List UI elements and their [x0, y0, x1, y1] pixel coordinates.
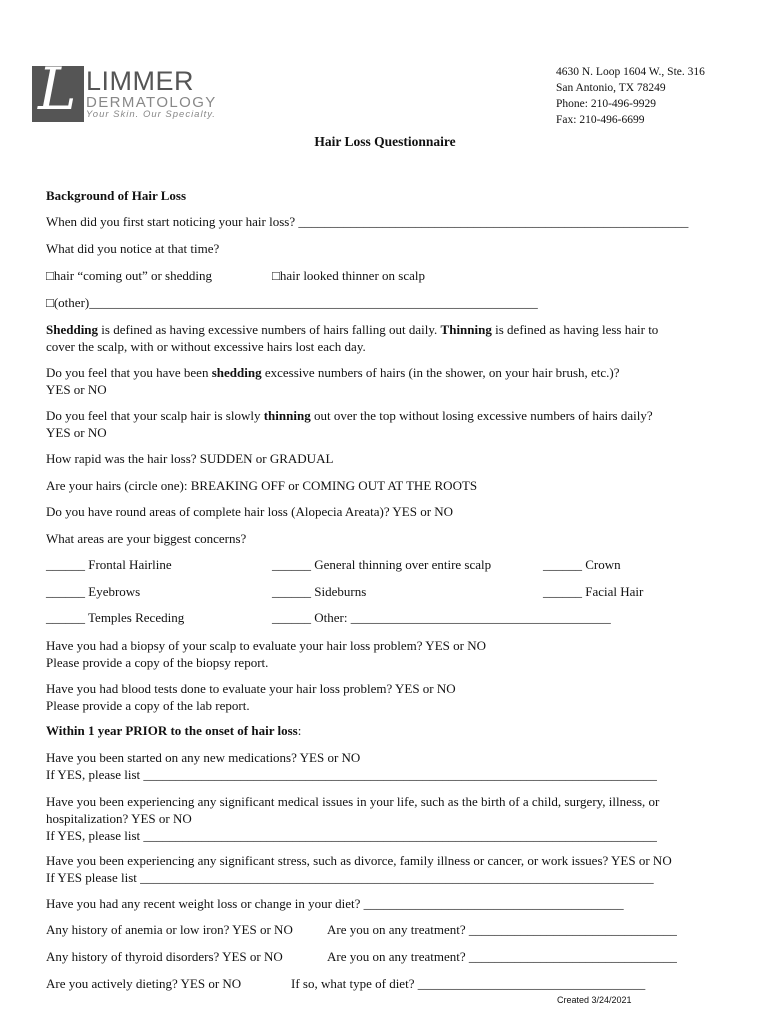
concern-crown[interactable]: ______ Crown — [543, 557, 621, 572]
definitions-paragraph — [46, 321, 726, 355]
yes-no-answer[interactable]: YES or NO — [46, 425, 107, 440]
def-shedding-text: is defined as having excessive numbers of hairs falling out daily. — [98, 322, 441, 337]
term-thinning: Thinning — [440, 322, 492, 337]
question-medical-issues — [46, 793, 726, 844]
q-medical-line-1: Have you been experiencing any significant medical issues in your life, such as the birth of a child, surgery, illness, or — [46, 794, 660, 809]
concern-temples[interactable]: ______ Temples Receding — [46, 610, 185, 625]
checkbox-other[interactable]: □(other)_____________________________________________________________________ — [46, 295, 538, 310]
question-notice-time: What did you notice at that time? — [46, 241, 220, 256]
concern-sideburns[interactable]: ______ Sideburns — [272, 584, 367, 599]
term-shedding: Shedding — [46, 322, 99, 337]
q-blood-note: Please provide a copy of the lab report. — [46, 698, 250, 713]
question-rapid[interactable]: How rapid was the hair loss? SUDDEN or GRADUAL — [46, 451, 334, 466]
question-anemia-treatment[interactable]: Are you on any treatment? ________________________________ — [327, 922, 677, 937]
q-blood-text[interactable]: Have you had blood tests done to evaluate your hair loss problem? YES or NO — [46, 681, 456, 696]
section-heading-colon: : — [297, 723, 302, 738]
q-emphasis: shedding — [211, 365, 262, 380]
limmer-logo — [32, 55, 222, 126]
question-thyroid-treatment[interactable]: Are you on any treatment? ________________________________ — [327, 949, 677, 964]
q-text: Do you feel that your scalp hair is slowly — [46, 408, 264, 423]
section-heading-background: Background of Hair Loss — [46, 188, 187, 203]
q-text: out over the top without losing excessive numbers of hairs daily? — [310, 408, 653, 423]
phone: Phone: 210-496-9929 — [556, 98, 656, 110]
logo-mark — [32, 55, 84, 123]
yes-no-answer[interactable]: YES or NO — [46, 382, 107, 397]
q-text: excessive numbers of hairs (in the shower, on your hair brush, etc.)? — [261, 365, 620, 380]
concern-eyebrows[interactable]: ______ Eyebrows — [46, 584, 141, 599]
address-line: 4630 N. Loop 1604 W., Ste. 316 — [556, 66, 705, 78]
fax: Fax: 210-496-6699 — [556, 114, 645, 126]
section-heading-text: Within 1 year PRIOR to the onset of hair loss — [46, 723, 298, 738]
question-thinning — [46, 407, 726, 441]
q-emphasis: thinning — [263, 408, 311, 423]
if-yes-list[interactable]: If YES please list _______________________________________________________________________________ — [46, 870, 654, 885]
q-text: Do you feel that you have been — [46, 365, 212, 380]
logo-subtitle: DERMATOLOGY — [86, 94, 217, 111]
logo-letter: L — [38, 55, 77, 123]
q-medical-line-2[interactable]: hospitalization? YES or NO — [46, 811, 192, 826]
question-blood — [46, 680, 726, 714]
checkbox-shedding[interactable]: □hair “coming out” or shedding — [46, 268, 212, 283]
question-weight[interactable]: Have you had any recent weight loss or change in your diet? ________________________________________ — [46, 896, 624, 911]
logo-tagline: Your Skin. Our Specialty. — [86, 109, 216, 120]
concern-general-thinning[interactable]: ______ General thinning over entire scalp — [272, 557, 492, 572]
q-stress-text[interactable]: Have you been experiencing any significant stress, such as divorce, family illness or cancer, or work issues? YES or NO — [46, 853, 672, 868]
concern-other[interactable]: ______ Other: ________________________________________ — [272, 610, 611, 625]
concern-facial-hair[interactable]: ______ Facial Hair — [543, 584, 644, 599]
checkbox-thinner[interactable]: □hair looked thinner on scalp — [272, 268, 425, 283]
question-stress — [46, 852, 726, 886]
question-shedding — [46, 364, 726, 398]
question-round-areas[interactable]: Do you have round areas of complete hair loss (Alopecia Areata)? YES or NO — [46, 504, 454, 519]
page-title: Hair Loss Questionnaire — [314, 134, 456, 149]
if-yes-list[interactable]: If YES, please list _______________________________________________________________________________ — [46, 767, 657, 782]
clinic-address — [556, 64, 705, 128]
q-meds-text[interactable]: Have you been started on any new medications? YES or NO — [46, 750, 361, 765]
def-thinning-text: is defined as having less hair to — [491, 322, 659, 337]
question-breaking[interactable]: Are your hairs (circle one): BREAKING OFF or COMING OUT AT THE ROOTS — [46, 478, 478, 493]
q-biopsy-note: Please provide a copy of the biopsy report. — [46, 655, 269, 670]
question-dieting[interactable]: Are you actively dieting? YES or NO — [46, 976, 242, 991]
created-date: Created 3/24/2021 — [557, 995, 632, 1005]
concern-frontal[interactable]: ______ Frontal Hairline — [46, 557, 172, 572]
q-biopsy-text[interactable]: Have you had a biopsy of your scalp to evaluate your hair loss problem? YES or NO — [46, 638, 486, 653]
question-concerns: What areas are your biggest concerns? — [46, 531, 247, 546]
question-anemia[interactable]: Any history of anemia or low iron? YES or NO — [46, 922, 293, 937]
question-diet-type[interactable]: If so, what type of diet? ___________________________________ — [291, 976, 646, 991]
if-yes-list[interactable]: If YES, please list _______________________________________________________________________________ — [46, 828, 657, 843]
question-biopsy — [46, 637, 726, 671]
question-first-notice[interactable]: When did you first start noticing your hair loss? ____________________________________________________________ — [46, 214, 689, 229]
section-heading-prior — [46, 723, 301, 739]
address-line: San Antonio, TX 78249 — [556, 82, 666, 94]
def-line-2: cover the scalp, with or without excessive hairs lost each day. — [46, 339, 366, 354]
question-medications — [46, 749, 726, 783]
question-thyroid[interactable]: Any history of thyroid disorders? YES or NO — [46, 949, 283, 964]
logo-name: LIMMER — [86, 66, 195, 96]
